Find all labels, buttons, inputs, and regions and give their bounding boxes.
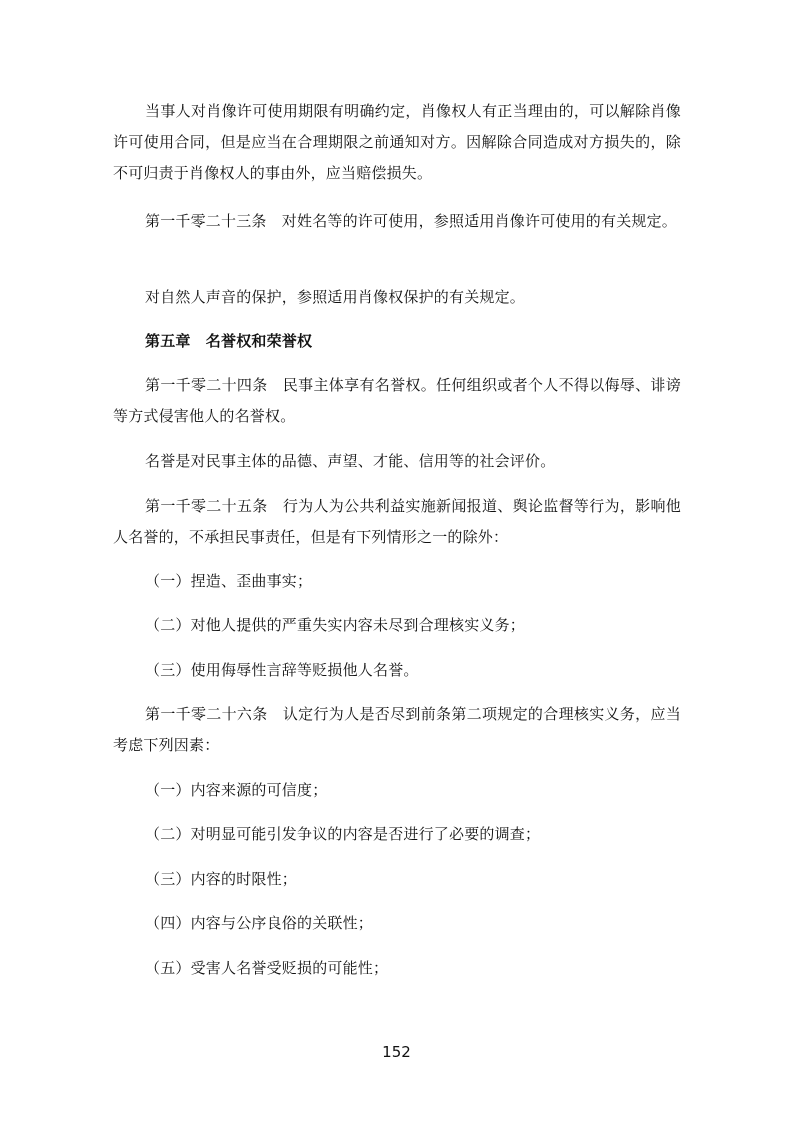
paragraph-article-1023: 第一千零二十三条 对姓名等的许可使用，参照适用肖像许可使用的有关规定。	[145, 212, 678, 230]
chapter-heading: 第五章 名誉权和荣誉权	[145, 332, 313, 350]
paragraph-article-1024: 第一千零二十四条 民事主体享有名誉权。任何组织或者个人不得以侮辱、诽谤等方式侵害他人的名誉权。	[113, 376, 681, 425]
list-item-1025-3: （三）使用侮辱性言辞等贬损他人名誉。	[145, 661, 419, 679]
paragraph-portrait-license-termination: 当事人对肖像许可使用期限有明确约定，肖像权人有正当理由的，可以解除肖像许可使用合同，但是应当在合理期限之前通知对方。因解除合同造成对方损失的，除不可归责于肖像权人的事由外，应当赔偿损失。	[113, 102, 681, 182]
paragraph-article-1026: 第一千零二十六条 认定行为人是否尽到前条第二项规定的合理核实义务，应当考虑下列因素：	[113, 705, 681, 754]
paragraph-reputation-definition: 名誉是对民事主体的品德、声望、才能、信用等的社会评价。	[145, 452, 556, 470]
page-number: 152	[382, 1043, 411, 1061]
list-item-1026-3: （三）内容的时限性；	[145, 870, 298, 888]
list-item-1026-1: （一）内容来源的可信度；	[145, 781, 328, 799]
list-item-1025-1: （一）捏造、歪曲事实；	[145, 572, 313, 590]
list-item-1026-4: （四）内容与公序良俗的关联性；	[145, 914, 374, 932]
list-item-1025-2: （二）对他人提供的严重失实内容未尽到合理核实义务；	[145, 616, 526, 634]
paragraph-voice-protection: 对自然人声音的保护，参照适用肖像权保护的有关规定。	[145, 288, 526, 306]
list-item-1026-2: （二）对明显可能引发争议的内容是否进行了必要的调查；	[145, 825, 541, 843]
list-item-1026-5: （五）受害人名誉受贬损的可能性；	[145, 959, 389, 977]
paragraph-article-1025: 第一千零二十五条 行为人为公共利益实施新闻报道、舆论监督等行为，影响他人名誉的，不承担民事责任，但是有下列情形之一的除外：	[113, 497, 681, 546]
